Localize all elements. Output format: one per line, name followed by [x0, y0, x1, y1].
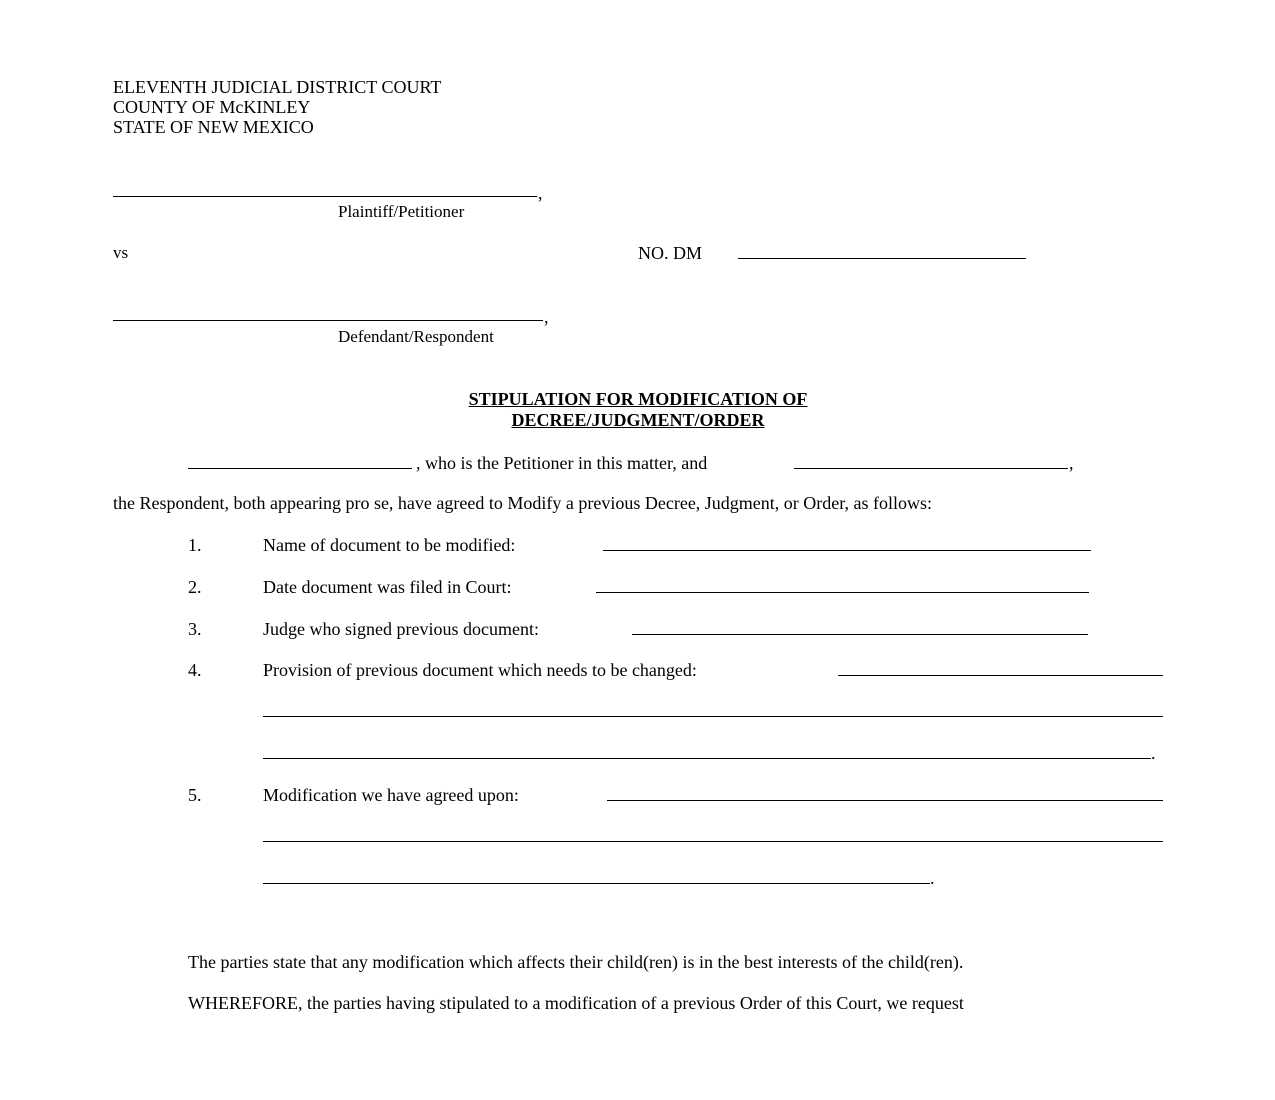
- intro-text-end: ,: [1069, 453, 1074, 473]
- modification-field-line1[interactable]: [607, 800, 1163, 801]
- case-number-field[interactable]: [738, 258, 1026, 259]
- date-filed-field[interactable]: [596, 592, 1089, 593]
- item-label-judge: Judge who signed previous document:: [263, 619, 539, 639]
- provision-field-line2[interactable]: [263, 716, 1163, 717]
- court-name: ELEVENTH JUDICIAL DISTRICT COURT: [113, 77, 442, 97]
- provision-field-line1[interactable]: [838, 675, 1163, 676]
- item-label-modification: Modification we have agreed upon:: [263, 785, 519, 805]
- document-title-line2: DECREE/JUDGMENT/ORDER: [511, 410, 765, 430]
- item-number: 2.: [188, 577, 202, 597]
- document-title-line1: STIPULATION FOR MODIFICATION OF: [468, 389, 808, 409]
- item-number: 5.: [188, 785, 202, 805]
- item-label-document-name: Name of document to be modified:: [263, 535, 516, 555]
- court-county: COUNTY OF McKINLEY: [113, 97, 311, 117]
- item-label-date-filed: Date document was filed in Court:: [263, 577, 512, 597]
- vs-label: vs: [113, 243, 129, 262]
- defendant-comma: ,: [544, 307, 549, 327]
- document-name-field[interactable]: [603, 550, 1091, 551]
- defendant-name-field[interactable]: [113, 320, 543, 321]
- wherefore-paragraph: WHEREFORE, the parties having stipulated to a modification of a previous Order of this Court, we request: [188, 993, 964, 1013]
- defendant-label: Defendant/Respondent: [338, 327, 494, 346]
- modification-field-line3[interactable]: [263, 883, 930, 884]
- court-state: STATE OF NEW MEXICO: [113, 117, 314, 137]
- best-interests-statement: The parties state that any modification which affects their child(ren) is in the best interests of the child(ren).: [188, 952, 964, 972]
- item-number: 3.: [188, 619, 202, 639]
- item-number: 1.: [188, 535, 202, 555]
- provision-period: .: [1151, 743, 1156, 763]
- modification-period: .: [930, 868, 935, 888]
- intro-text-mid: , who is the Petitioner in this matter, and: [416, 453, 708, 473]
- respondent-name-field[interactable]: [794, 468, 1068, 469]
- intro-text-line2: the Respondent, both appearing pro se, have agreed to Modify a previous Decree, Judgment, or Order, as follows:: [113, 493, 933, 513]
- plaintiff-name-field[interactable]: [113, 196, 537, 197]
- judge-name-field[interactable]: [632, 634, 1088, 635]
- modification-field-line2[interactable]: [263, 841, 1163, 842]
- plaintiff-label: Plaintiff/Petitioner: [338, 202, 465, 221]
- plaintiff-comma: ,: [538, 183, 543, 203]
- provision-field-line3[interactable]: [263, 758, 1151, 759]
- item-number: 4.: [188, 660, 202, 680]
- case-number-label: NO. DM: [638, 243, 703, 263]
- petitioner-name-field[interactable]: [188, 468, 412, 469]
- item-label-provision: Provision of previous document which needs to be changed:: [263, 660, 697, 680]
